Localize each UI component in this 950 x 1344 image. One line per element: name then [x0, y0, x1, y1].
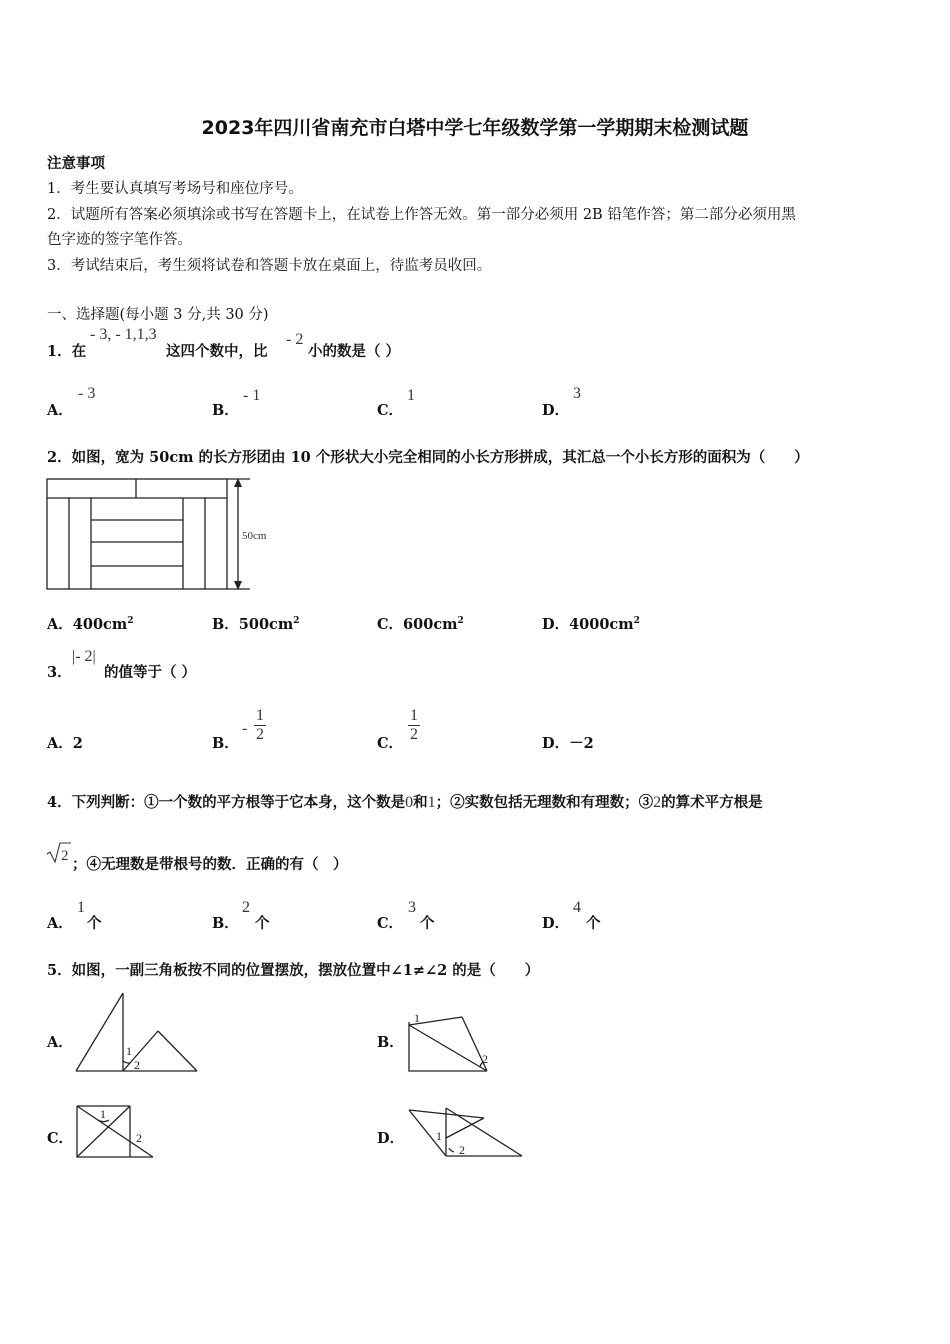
q2-option-c: C．$600cm^2$: [377, 616, 464, 633]
q2-option-b: B．$500cm^2$: [212, 616, 300, 633]
q3-option-b-sign: -: [242, 720, 248, 737]
q2-rectangle-figure: [44, 474, 284, 596]
q4-option-c-unit: 个: [420, 915, 435, 932]
q1-compare: - 2: [286, 331, 304, 348]
q4-option-d-value: 4: [573, 899, 581, 916]
q4-line-1: 4．下列判断：①一个数的平方根等于它本身，这个数是0和1；②实数包括无理数和有理数；③2的算术平方根是: [47, 794, 763, 811]
q3-option-a: A．2: [47, 735, 83, 752]
q5-a-angle-2: 2: [134, 1058, 140, 1072]
q2-question: 2．如图，宽为 50cm 的长方形团由 10 个形状大小完全相同的小长方形拼成，其汇总一个小长方形的面积为（ ）: [47, 449, 809, 466]
q4-option-b-unit: 个: [255, 915, 270, 932]
q5-figure-d: [404, 1104, 528, 1162]
q1-option-c-label: C．: [377, 402, 404, 419]
q5-c-angle-2: 2: [136, 1131, 142, 1145]
q1-option-d-value: 3: [573, 385, 581, 402]
q4-option-a-value: 1: [77, 899, 85, 916]
q2-option-d: D．$4000cm^2$: [542, 616, 640, 633]
q1-option-a-label: A．: [47, 402, 73, 419]
page-title: 2023年四川省南充市白塔中学七年级数学第一学期期末检测试题: [201, 117, 749, 139]
q4-sqrt-argument: 2: [61, 848, 69, 864]
q1-prefix: 1．在: [47, 343, 87, 360]
q4-option-c-label: C．: [377, 915, 404, 932]
q4-option-a-unit: 个: [87, 915, 102, 932]
q4-sqrt-symbol: [46, 840, 72, 866]
q3-option-b-label: B．: [212, 735, 239, 752]
q4-option-d-unit: 个: [586, 915, 601, 932]
q5-figure-c: [72, 1102, 160, 1162]
q1-option-a-value: - 3: [78, 385, 96, 402]
q3-option-c-fraction: 1 2: [410, 707, 418, 743]
q3-option-b-fraction: 1 2: [256, 707, 264, 743]
outer-rectangle: [47, 479, 227, 589]
q5-d-angle-1: 1: [436, 1129, 442, 1143]
q2-figure-label: 50cm: [242, 530, 267, 542]
section-heading: 一、选择题(每小题 3 分,共 30 分): [47, 307, 269, 323]
q5-question: 5．如图，一副三角板按不同的位置摆放，摆放位置中∠1≠∠2 的是（ ）: [47, 962, 540, 979]
q5-option-d-label: D．: [377, 1130, 405, 1147]
q5-figure-a: [72, 990, 202, 1076]
q5-b-angle-2: 2: [482, 1052, 488, 1066]
q4-option-b-label: B．: [212, 915, 239, 932]
q1-option-b-label: B．: [212, 402, 239, 419]
q1-suffix: 小的数是（ ）: [308, 343, 401, 360]
q5-d-angle-2: 2: [459, 1143, 465, 1157]
q4-option-c-value: 3: [408, 899, 416, 916]
notice-item-2-line-1: 2．试题所有答案必须填涂或书写在答题卡上，在试卷上作答无效。第一部分必须用 2B 铅笔作答；第二部分必须用黑: [47, 207, 796, 223]
q4-option-d-label: D．: [542, 915, 570, 932]
notice-item-3: 3．考试结束后，考生须将试卷和答题卡放在桌面上，待监考员收回。: [47, 258, 492, 274]
notice-item-2-line-2: 色字迹的签字笔作答。: [47, 232, 192, 248]
q5-b-angle-1: 1: [414, 1011, 420, 1025]
q2-option-a: A．$400cm^2$: [47, 616, 134, 633]
q5-option-a-label: A．: [47, 1034, 73, 1051]
q3-expression: |- 2|: [72, 648, 96, 665]
q4-line-2: ；④无理数是带根号的数．正确的有（ ）: [72, 856, 348, 873]
q4-option-b-value: 2: [242, 899, 250, 916]
q3-prefix: 3．: [47, 664, 72, 681]
q1-numbers: - 3, - 1,1,3: [90, 326, 157, 343]
q1-option-c-value: 1: [407, 387, 415, 404]
notice-item-1: 1．考生要认真填写考场号和座位序号。: [47, 181, 303, 197]
notice-heading: 注意事项: [47, 155, 105, 172]
q5-c-angle-1: 1: [100, 1107, 106, 1121]
q4-option-a-label: A．: [47, 915, 73, 932]
q5-figure-b: [404, 1005, 496, 1075]
q3-option-d: D．－2: [542, 735, 594, 752]
q5-option-b-label: B．: [377, 1034, 404, 1051]
q5-a-angle-1: 1: [126, 1044, 132, 1058]
q3-option-c-label: C．: [377, 735, 404, 752]
q1-middle: 这四个数中，比: [166, 343, 268, 360]
q1-option-d-label: D．: [542, 402, 570, 419]
q3-suffix: 的值等于（ ）: [104, 664, 197, 681]
q5-option-c-label: C．: [47, 1130, 74, 1147]
q1-option-b-value: - 1: [243, 387, 261, 404]
